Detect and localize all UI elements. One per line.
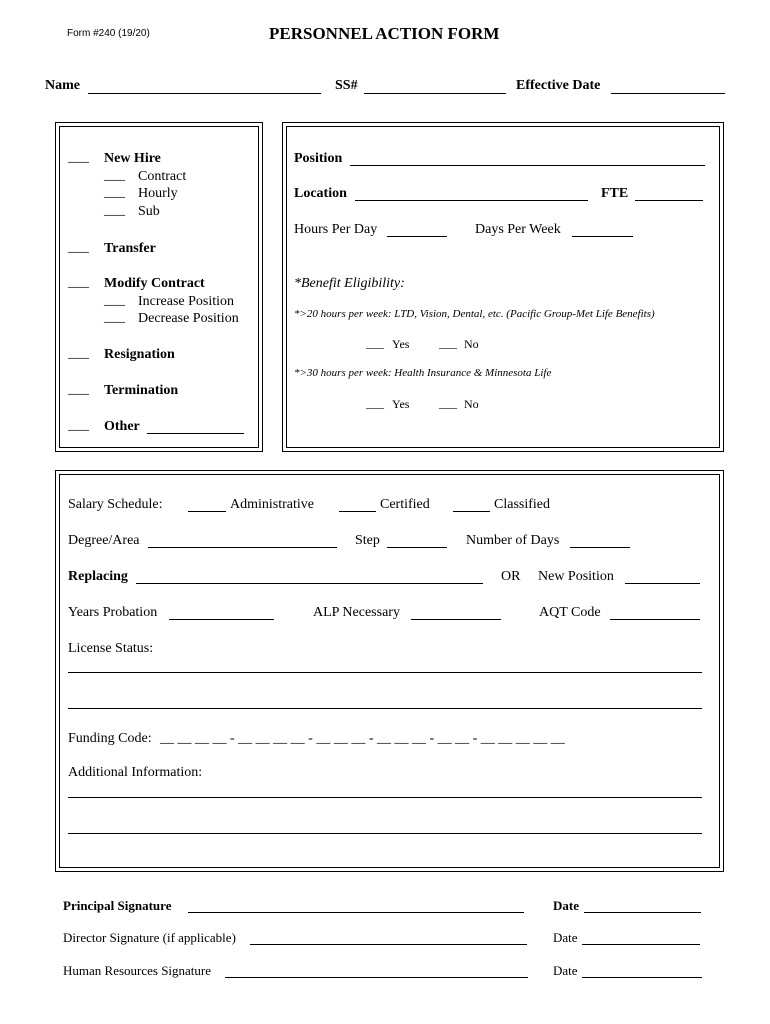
increase-position-check[interactable]: ___ <box>104 293 125 308</box>
benefit-30-yes-label: Yes <box>392 397 410 411</box>
certified-check[interactable] <box>339 511 376 512</box>
other-label: Other <box>104 419 140 434</box>
modify-contract-check[interactable]: ___ <box>68 275 89 290</box>
location-label: Location <box>294 186 347 201</box>
or-label: OR <box>501 569 521 584</box>
years-probation-field[interactable] <box>169 619 274 620</box>
funding-code-label: Funding Code: <box>68 731 152 746</box>
replacing-label: Replacing <box>68 569 128 584</box>
sub-check[interactable]: ___ <box>104 203 125 218</box>
license-status-label: License Status: <box>68 641 154 656</box>
new-position-field[interactable] <box>625 583 700 584</box>
benefit-20-no-label: No <box>464 337 479 351</box>
salary-box-inner <box>59 474 720 868</box>
hours-per-day-label: Hours Per Day <box>294 222 378 237</box>
name-field[interactable] <box>88 93 321 94</box>
administrative-check[interactable] <box>188 511 226 512</box>
page-title: PERSONNEL ACTION FORM <box>269 24 500 43</box>
license-status-line-2[interactable] <box>68 708 702 709</box>
benefit-30-text: *>30 hours per week: Health Insurance & Minnesota Life <box>294 367 552 379</box>
benefit-heading: *Benefit Eligibility: <box>294 276 405 291</box>
days-per-week-label: Days Per Week <box>475 222 561 237</box>
director-date-field[interactable] <box>582 944 700 945</box>
additional-info-label: Additional Information: <box>68 765 203 780</box>
benefit-30-no-label: No <box>464 397 479 411</box>
modify-contract-label: Modify Contract <box>104 276 205 291</box>
transfer-label: Transfer <box>104 241 156 256</box>
fte-label: FTE <box>601 186 629 201</box>
hr-date-label: Date <box>553 963 578 978</box>
ss-field[interactable] <box>364 93 506 94</box>
additional-info-line-2[interactable] <box>68 833 702 834</box>
effective-date-field[interactable] <box>611 93 725 94</box>
hours-per-day-field[interactable] <box>387 236 447 237</box>
days-per-week-field[interactable] <box>572 236 633 237</box>
effective-date-label: Effective Date <box>516 78 601 93</box>
sub-label: Sub <box>138 204 160 219</box>
benefit-30-no-check[interactable]: ___ <box>439 396 457 410</box>
decrease-position-check[interactable]: ___ <box>104 310 125 325</box>
benefit-20-yes-label: Yes <box>392 337 410 351</box>
director-signature-label: Director Signature (if applicable) <box>63 930 236 945</box>
new-hire-check[interactable]: ___ <box>68 150 89 165</box>
step-label: Step <box>355 533 380 548</box>
alp-necessary-field[interactable] <box>411 619 501 620</box>
benefit-20-no-check[interactable]: ___ <box>439 336 457 350</box>
license-status-line-1[interactable] <box>68 672 702 673</box>
resignation-check[interactable]: ___ <box>68 346 89 361</box>
position-field[interactable] <box>350 165 705 166</box>
other-field[interactable] <box>147 433 244 434</box>
termination-check[interactable]: ___ <box>68 382 89 397</box>
funding-code-field[interactable]: __ __ __ __ - __ __ __ __ - __ __ __ - __ __ __ - __ __ - __ __ __ __ __ <box>160 731 565 746</box>
increase-position-label: Increase Position <box>138 294 235 309</box>
director-date-label: Date <box>553 930 578 945</box>
transfer-check[interactable]: ___ <box>68 240 89 255</box>
replacing-field[interactable] <box>136 583 483 584</box>
number-of-days-label: Number of Days <box>466 533 560 548</box>
benefit-30-yes-check[interactable]: ___ <box>366 396 384 410</box>
benefit-20-yes-check[interactable]: ___ <box>366 336 384 350</box>
salary-schedule-label: Salary Schedule: <box>68 497 163 512</box>
aqt-code-field[interactable] <box>610 619 700 620</box>
hourly-label: Hourly <box>138 186 178 201</box>
administrative-label: Administrative <box>230 497 314 512</box>
form-number: Form #240 (19/20) <box>67 28 150 39</box>
new-position-label: New Position <box>538 569 614 584</box>
fte-field[interactable] <box>635 200 703 201</box>
position-label: Position <box>294 151 343 166</box>
benefit-20-text: *>20 hours per week: LTD, Vision, Dental, etc. (Pacific Group-Met Life Benefits) <box>294 308 655 320</box>
hourly-check[interactable]: ___ <box>104 185 125 200</box>
hr-date-field[interactable] <box>582 977 702 978</box>
classified-label: Classified <box>494 497 550 512</box>
principal-date-field[interactable] <box>584 912 701 913</box>
name-label: Name <box>45 78 80 93</box>
certified-label: Certified <box>380 497 430 512</box>
location-field[interactable] <box>355 200 588 201</box>
principal-signature-label: Principal Signature <box>63 898 172 913</box>
contract-label: Contract <box>138 169 187 184</box>
principal-date-label: Date <box>553 898 579 913</box>
classified-check[interactable] <box>453 511 490 512</box>
degree-area-label: Degree/Area <box>68 533 140 548</box>
step-field[interactable] <box>387 547 447 548</box>
resignation-label: Resignation <box>104 347 175 362</box>
hr-signature-label: Human Resources Signature <box>63 963 212 978</box>
director-signature-field[interactable] <box>250 944 527 945</box>
years-probation-label: Years Probation <box>68 605 158 620</box>
principal-signature-field[interactable] <box>188 912 524 913</box>
hr-signature-field[interactable] <box>225 977 528 978</box>
other-check[interactable]: ___ <box>68 418 89 433</box>
aqt-code-label: AQT Code <box>539 605 601 620</box>
number-of-days-field[interactable] <box>570 547 630 548</box>
alp-necessary-label: ALP Necessary <box>313 605 400 620</box>
ss-label: SS# <box>335 78 358 93</box>
new-hire-label: New Hire <box>104 151 161 166</box>
additional-info-line-1[interactable] <box>68 797 702 798</box>
degree-area-field[interactable] <box>148 547 337 548</box>
decrease-position-label: Decrease Position <box>138 311 239 326</box>
contract-check[interactable]: ___ <box>104 168 125 183</box>
termination-label: Termination <box>104 383 179 398</box>
